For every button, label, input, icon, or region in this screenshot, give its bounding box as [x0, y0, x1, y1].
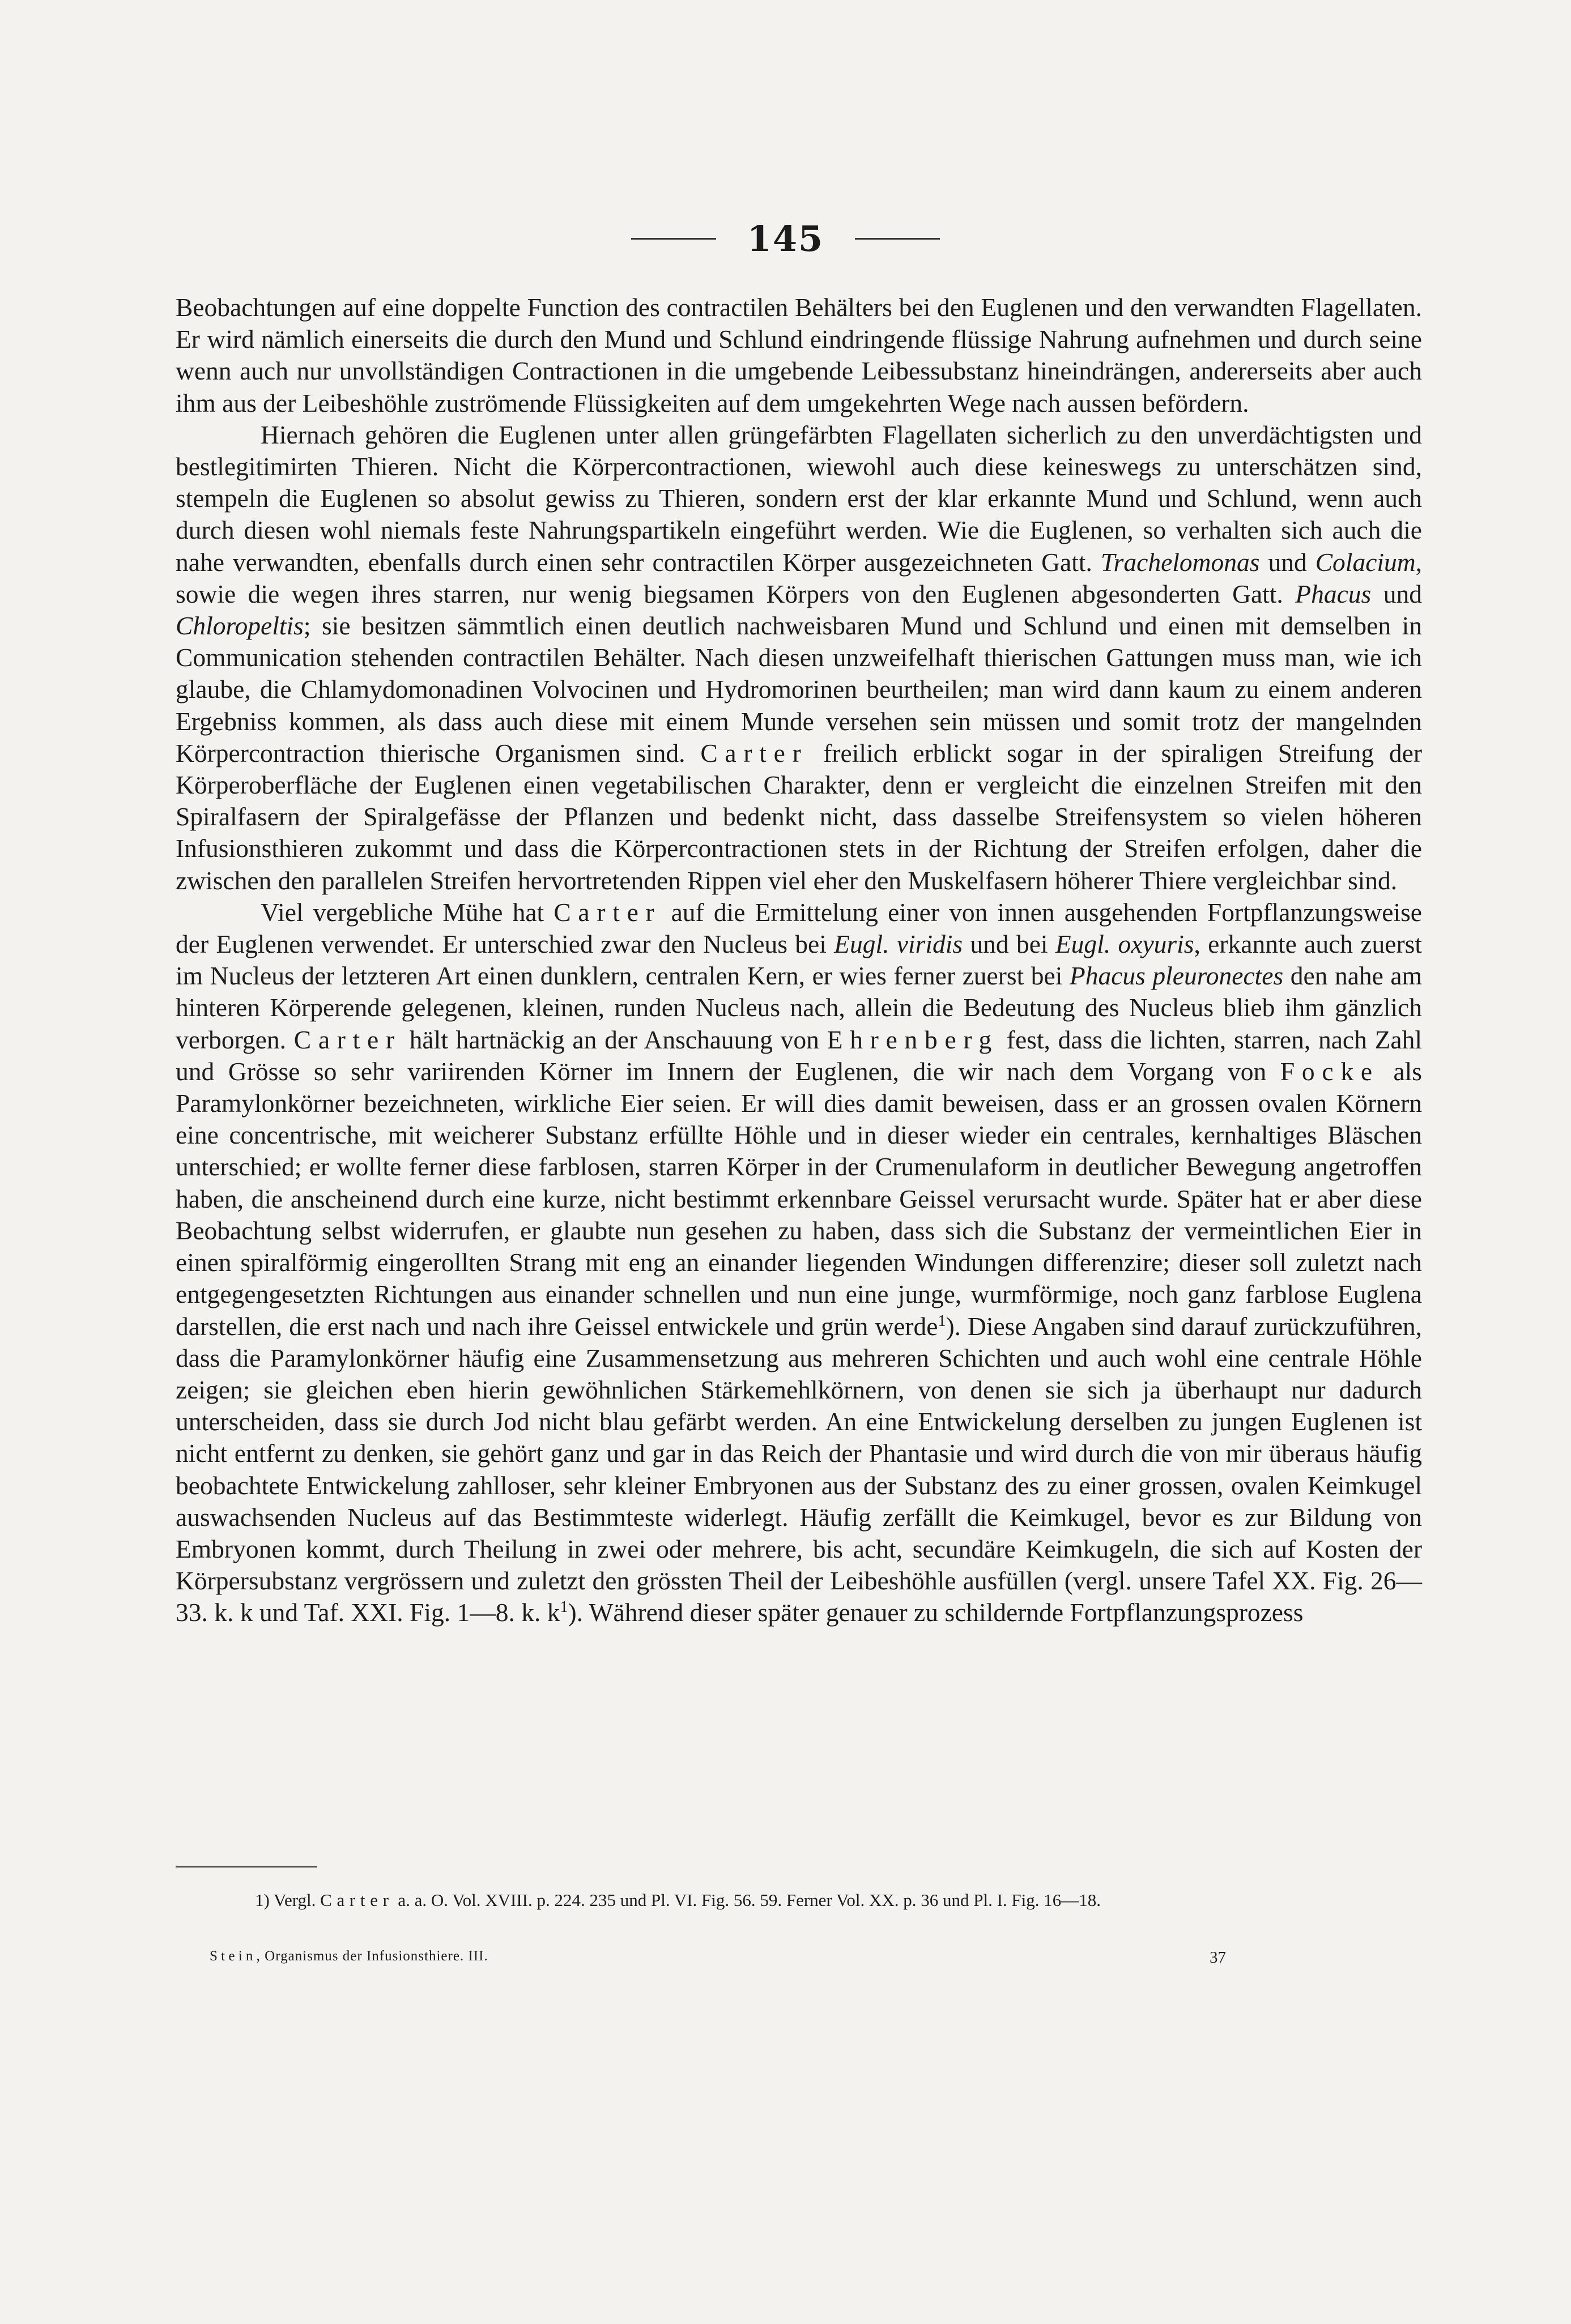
header-rule-right	[855, 238, 940, 240]
spaced-name: Carter	[554, 897, 662, 927]
text-run: ). Diese Angaben sind darauf zurückzuführen, dass die Paramylonkörner häufig eine Zusammensetzung aus mehreren Schichten und auch wohl eine centrale Höhle zeigen; sie gleichen eben hierin gewöhnlichen Stärkemehlkörnern, von denen sie sich ja überhaupt nur dadurch unterscheiden, dass sie durch Jod nicht blau gefärbt werden. An eine Entwickelung derselben zu jungen Euglenen ist nicht entfernt zu denken, sie gehört ganz und gar in das Reich der Phantasie und wird durch die von mir überaus häufig beobachtete Entwickelung zahlloser, sehr kleiner Embryonen aus der Substanz des zu einer grossen, ovalen Keimkugel auswachsenden Nucleus auf das Bestimmteste widerlegt. Häufig zerfällt die Keimkugel, bevor es zur Bildung von Embryonen kommt, durch Theilung in zwei oder mehrere, bis acht, secundäre Keimkugeln, die sich auf Kosten der Körpersubstanz vergrössern und zuletzt den grössten Theil der Leibeshöhle ausfüllen (vergl. unsere Tafel XX. Fig. 26—33. k. k und Taf. XXI. Fig. 1—8. k. k	[176, 1311, 1423, 1627]
text-run: und	[1371, 579, 1422, 608]
footnote	[176, 1886, 1422, 1914]
text-run: 1) Vergl.	[255, 1890, 321, 1910]
text-run: fest, dass die lichten, starren, nach Zahl und Grösse so sehr variirenden Körner im Innern der Euglenen, die wir nach dem Vorgang von	[176, 1025, 1422, 1086]
spaced-name: Carter	[700, 738, 808, 767]
text-run: a. a. O. Vol. XVIII. p. 224. 235 und Pl. VI. Fig. 56. 59. Ferner Vol. XX. p. 36 und Pl. I. Fig. 16—18.	[393, 1890, 1101, 1910]
italic-term: Chloropeltis	[176, 611, 304, 641]
footnote-marker: 1	[938, 1312, 946, 1330]
paragraph	[176, 419, 1422, 897]
italic-term: Eugl. oxyuris	[1055, 929, 1194, 959]
italic-term: Phacus pleuronectes	[1069, 961, 1284, 991]
footnote-text	[255, 1890, 1101, 1910]
text-run: Viel vergebliche Mühe hat	[261, 897, 554, 927]
italic-term: Trachelomonas	[1100, 547, 1260, 577]
text-run: , sowie die wegen ihres starren, nur wenig biegsamen Körpers von den Euglenen abgesonderten Gatt.	[176, 547, 1423, 608]
footnote-rule	[176, 1866, 317, 1867]
text-run: auf die Ermittelung einer von innen ausgehenden Fortpflanzungsweise der Euglenen verwendet. Er unterschied zwar den Nucleus bei	[176, 897, 1422, 959]
footnote-marker: 1	[560, 1598, 568, 1617]
page-header	[0, 218, 1571, 259]
spaced-name: Focke	[1280, 1056, 1380, 1086]
text-run: und bei	[963, 929, 1055, 959]
signature-title: , Organismus der Infusionsthiere. III.	[256, 1948, 488, 1964]
paragraph	[176, 897, 1422, 1629]
paragraph	[176, 292, 1422, 419]
signature-line	[210, 1948, 488, 1964]
page-number: 145	[747, 218, 824, 259]
header-rule-left	[631, 238, 716, 240]
text-run: hält hartnäckig an der Anschauung von	[401, 1025, 827, 1054]
italic-term: Eugl. viridis	[834, 929, 963, 959]
text-run: ; sie besitzen sämmtlich einen deutlich nachweisbaren Mund und Schlund und einen mit demselben in Communication stehenden contractilen Behälter. Nach diesen unzweifelhaft thierischen Gattungen muss man, wie ich glaube, die Chlamydomonadinen Volvocinen und Hydromorinen beurtheilen; man wird dann kaum zu einem anderen Ergebniss kommen, als dass auch diese mit einem Munde versehen sein müssen und somit trotz der mangelnden Körpercontraction thierische Organismen sind.	[176, 611, 1422, 767]
signature-author: Stein	[210, 1948, 257, 1964]
spaced-name: Ehrenberg	[827, 1025, 999, 1054]
italic-term: Colacium	[1315, 547, 1416, 577]
text-run: freilich erblickt sogar in der spiraligen Streifung der Körperoberfläche der Euglenen einen vegetabilischen Charakter, denn er vergleicht die einzelnen Streifen mit den Spiralfasern der Spiralgefässe der Pflanzen und bedenkt nicht, dass dasselbe Streifensystem so vielen höheren Infusionsthieren zukommt und dass die Körpercontractionen stets in der Richtung der Streifen erfolgen, daher die zwischen den parallelen Streifen hervortretenden Rippen viel eher den Muskelfasern höherer Thiere vergleichbar sind.	[176, 738, 1423, 895]
text-run: , erkannte auch zuerst im Nucleus der letzteren Art einen dunklern, centralen Kern, er wies ferner zuerst bei	[176, 929, 1422, 991]
spaced-name: Carter	[320, 1890, 394, 1910]
text-run: als Paramylonkörner bezeichneten, wirkliche Eier seien. Er will dies damit beweisen, dass er an grossen ovalen Körnern eine concentrische, mit weicherer Substanz erfüllte Höhle und in dieser wieder ein centrales, kernhaltiges Bläschen unterschied; er wollte ferner diese farblosen, starren Körper in der Crumenulaform in deutlicher Bewegung angetroffen haben, die anscheinend durch eine kurze, nicht bestimmt erkennbare Geissel verursacht wurde. Später hat er aber diese Beobachtung selbst widerrufen, er glaubte nun gesehen zu haben, dass sich die Substanz der vermeintlichen Eier in einen spiralförmig eingerollten Strang mit eng an einander liegenden Windungen differenzire; dieser soll zuletzt nach entgegengesetzten Richtungen aus einander schnellen und nun eine junge, wurmförmige, noch ganz farblose Euglena darstellen, die erst nach und nach ihre Geissel entwickele und grün werde	[176, 1056, 1422, 1341]
text-run: und	[1259, 547, 1315, 577]
text-run: ). Während dieser später genauer zu schildernde Fortpflanzungsprozess	[568, 1598, 1304, 1627]
italic-term: Phacus	[1295, 579, 1372, 608]
spaced-name: Carter	[293, 1025, 402, 1054]
text-run: Hiernach gehören die Euglenen unter allen grüngefärbten Flagellaten sicherlich zu den unverdächtigsten und bestlegitimirten Thieren. Nicht die Körpercontractionen, wiewohl auch diese keineswegs zu unterschätzen sind, stempeln die Euglenen so absolut gewiss zu Thieren, sondern erst der klar erkannte Mund und Schlund, wenn auch durch diesen wohl niemals feste Nahrungspartikeln eingeführt werden. Wie die Euglenen, so verhalten sich auch die nahe verwandten, ebenfalls durch einen sehr contractilen Körper ausgezeichneten Gatt.	[176, 420, 1422, 577]
text-run: Beobachtungen auf eine doppelte Function des contractilen Behälters bei den Euglenen und den verwandten Flagellaten. Er wird nämlich einerseits die durch den Mund und Schlund eindringende flüssige Nahrung aufnehmen und durch seine wenn auch nur unvollständigen Contractionen in die umgebende Leibessubstanz hineindrängen, andererseits aber auch ihm aus der Leibeshöhle zuströmende Flüssigkeiten auf dem umgekehrten Wege nach aussen befördern.	[176, 293, 1422, 417]
sheet-number: 37	[1210, 1948, 1226, 1967]
text-run: den nahe am hinteren Körperende gelegenen, kleinen, runden Nucleus nach, allein die Bedeutung des Nucleus blieb ihm gänzlich verborgen.	[176, 961, 1422, 1054]
main-text	[176, 292, 1422, 1629]
